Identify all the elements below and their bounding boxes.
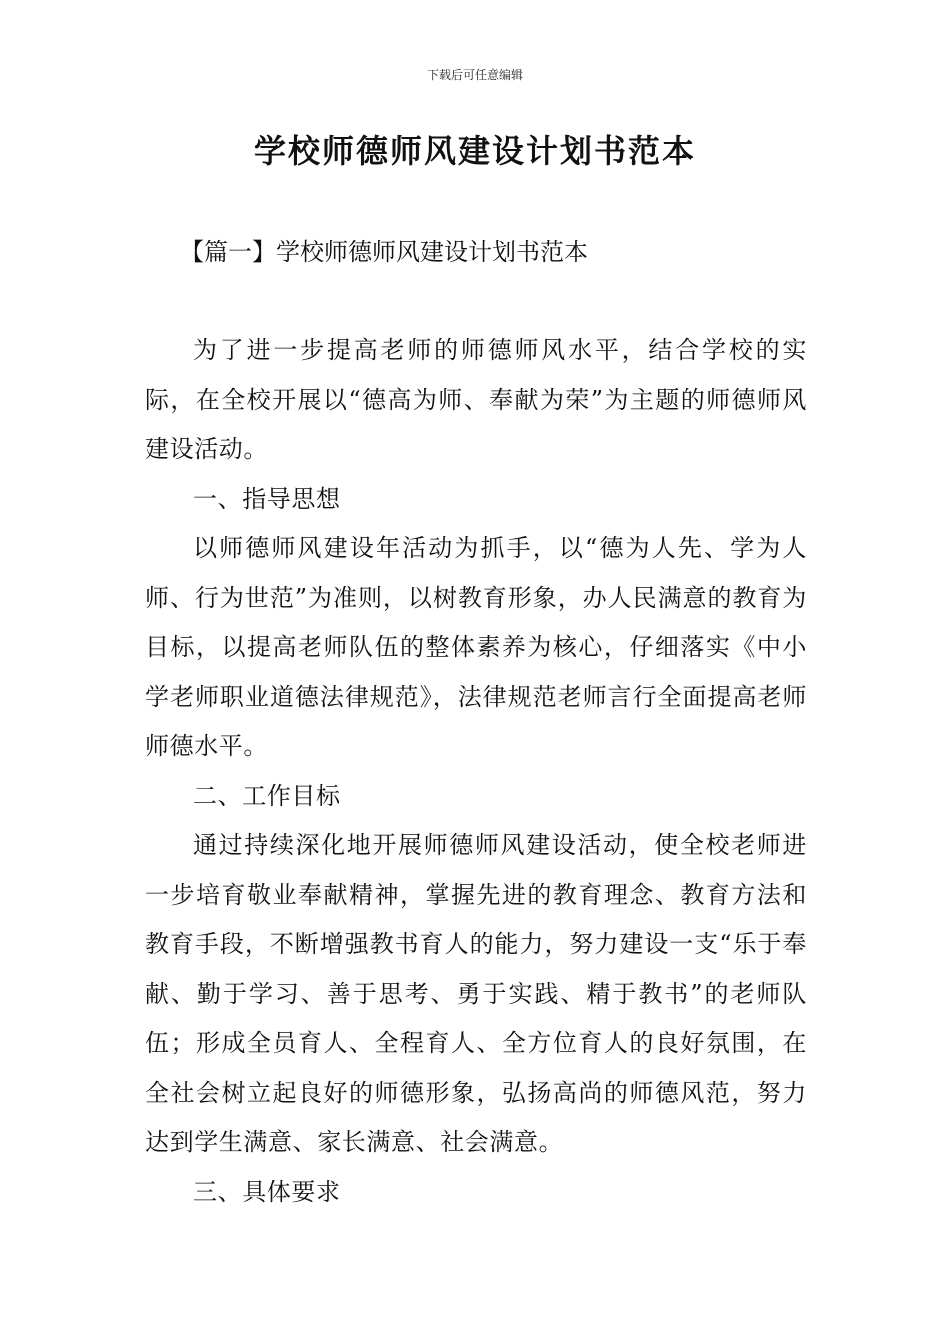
document-title: 学校师德师风建设计划书范本 bbox=[253, 132, 696, 170]
subheading-specific-requirements: 三、具体要求 bbox=[193, 1177, 341, 1206]
subheading-work-goals: 二、工作目标 bbox=[193, 781, 341, 810]
work-goals-paragraph: 通过持续深化地开展师德师风建设活动，使全校老师进一步培育敬业奉献精神，掌握先进的教育理念、教育方法和教育手段，不断增强教书育人的能力，努力建设一支“乐于奉献、勤于学习、善于思考、勇于实践、精于教书”的老师队伍；形成全员育人、全程育人、全方位育人的良好氛围，在全社会树立起良好的师德形象，弘扬高尚的师德风范，努力达到学生满意、家长满意、社会满意。 bbox=[145, 831, 807, 1156]
guiding-ideology-paragraph: 以师德师风建设年活动为抓手，以“德为人先、学为人师、行为世范”为准则，以树教育形象，办人民满意的教育为目标，以提高老师队伍的整体素养为核心，仔细落实《中小学老师职业道德法律规范》，法律规范老师言行全面提高老师师德水平。 bbox=[145, 534, 807, 760]
section-heading: 【篇一】学校师德师风建设计划书范本 bbox=[180, 238, 588, 266]
header-note: 下载后可任意编辑 bbox=[426, 68, 523, 82]
intro-paragraph: 为了进一步提高老师的师德师风水平，结合学校的实际，在全校开展以“德高为师、奉献为荣”为主题的师德师风建设活动。 bbox=[145, 336, 807, 463]
document-body bbox=[145, 326, 807, 1217]
subheading-guiding-ideology: 一、指导思想 bbox=[193, 484, 341, 513]
